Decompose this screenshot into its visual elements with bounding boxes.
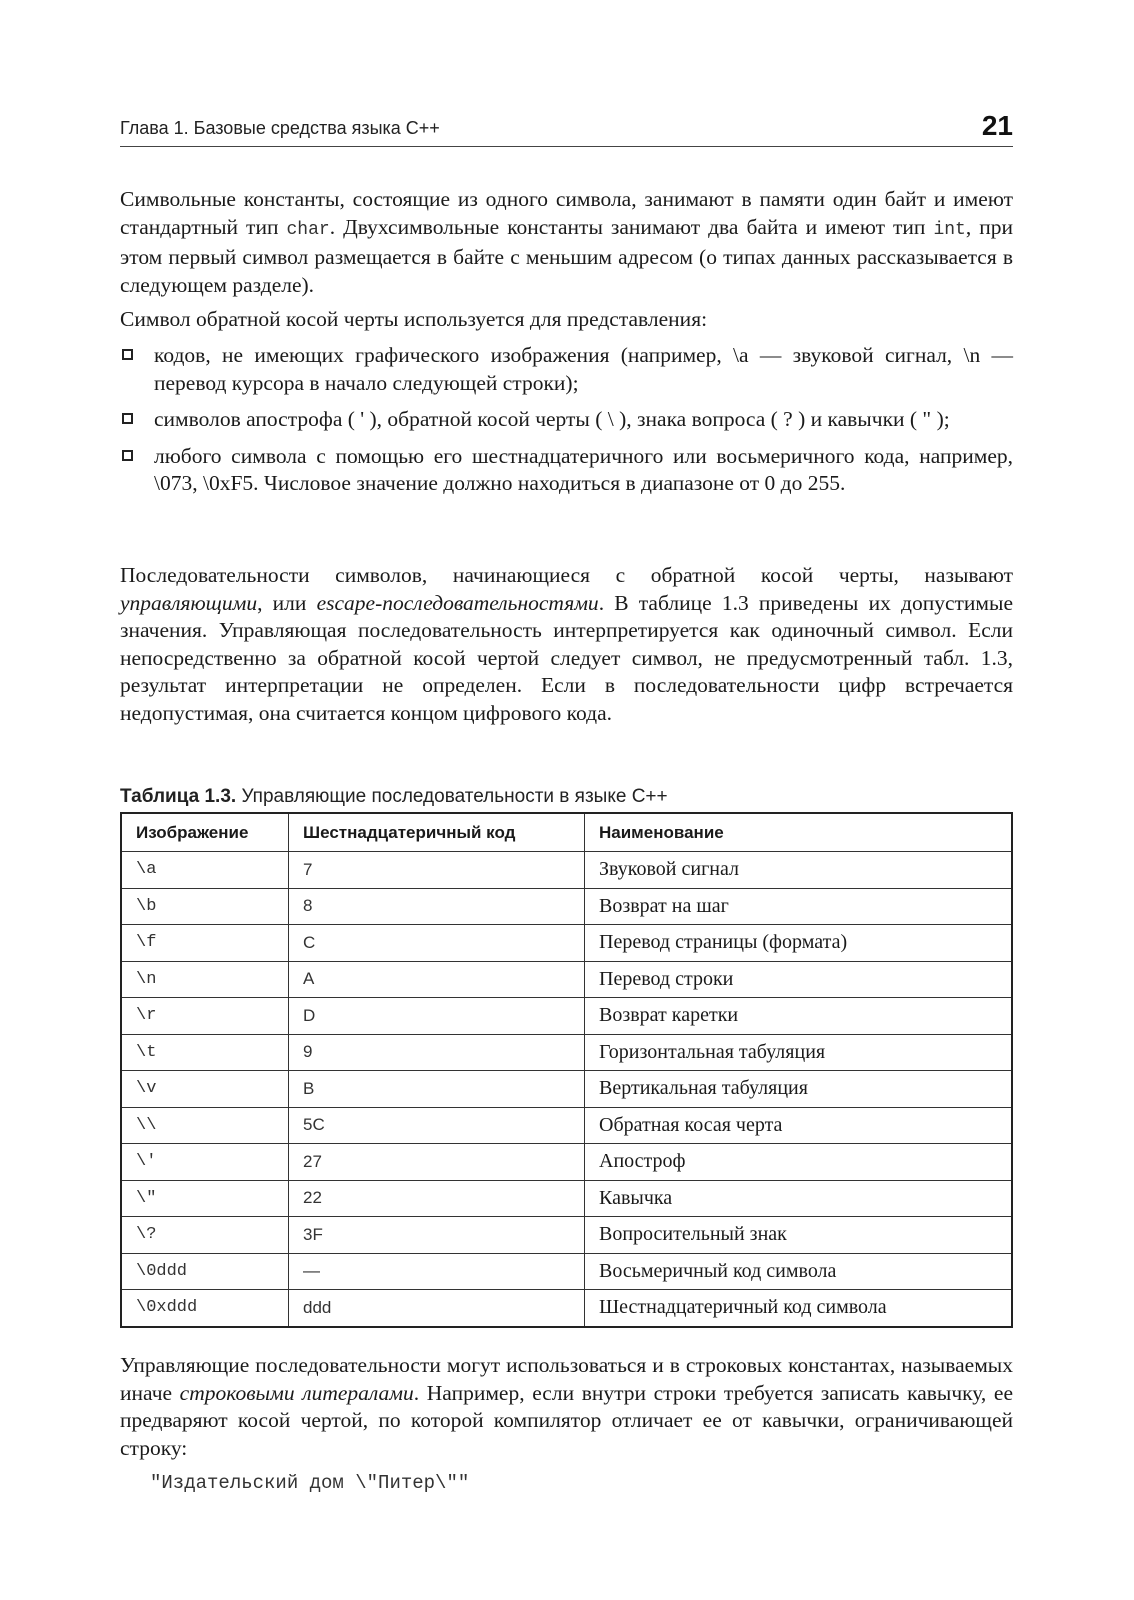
table-caption xyxy=(120,786,668,808)
table-header-row xyxy=(121,813,1012,852)
paragraph-backslash-intro: Символ обратной косой черты используется для представления: xyxy=(120,307,708,331)
cell-name: Перевод строки xyxy=(585,961,1013,998)
table-row xyxy=(121,1180,1012,1217)
column-header-name: Наименование xyxy=(585,813,1013,852)
table-row xyxy=(121,998,1012,1035)
cell-hex: 22 xyxy=(289,1180,585,1217)
paragraph-text: . Например, если внутри строки требуется записать кавычку, ее предваряют косой чертой, по которой компилятор отличает ее от кавычки, ограничивающей строку: xyxy=(120,1380,1013,1460)
column-header-hex-code: Шестнадцатеричный код xyxy=(289,813,585,852)
table-row xyxy=(121,961,1012,998)
cell-sequence: \b xyxy=(121,888,289,925)
cell-sequence: \0ddd xyxy=(121,1253,289,1290)
emphasis-term: управляющими xyxy=(120,590,258,615)
cell-hex: 27 xyxy=(289,1144,585,1181)
cell-sequence: \r xyxy=(121,998,289,1035)
cell-sequence: \a xyxy=(121,852,289,889)
cell-sequence: \t xyxy=(121,1034,289,1071)
cell-sequence: \' xyxy=(121,1144,289,1181)
list-item xyxy=(120,406,1013,434)
checkbox-bullet-icon xyxy=(122,349,133,360)
cell-name: Возврат каретки xyxy=(585,998,1013,1035)
cell-name: Вертикальная табуляция xyxy=(585,1071,1013,1108)
cell-name: Апостроф xyxy=(585,1144,1013,1181)
cell-hex: — xyxy=(289,1253,585,1290)
column-header-image: Изображение xyxy=(121,813,289,852)
table-row xyxy=(121,1217,1012,1254)
table-row xyxy=(121,852,1012,889)
table-caption-label: Таблица 1.3. xyxy=(120,786,237,807)
cell-hex: 8 xyxy=(289,888,585,925)
cell-sequence: \\ xyxy=(121,1107,289,1144)
paragraph-text: . В таблице 1.3 приведены их допустимые значения. Управляющая последовательность интерпретируется как одиночный символ. Если непосредственно за обратной косой чертой следует символ, не предусмотренный табл. 1.3, результат интерпретации не определен. Если в последовательности цифр встречается недопустимая, она считается концом цифрового кода. xyxy=(120,590,1013,725)
inline-code-int: int xyxy=(933,219,966,240)
paragraph-text: , или xyxy=(257,590,317,615)
running-header xyxy=(120,110,1013,147)
inline-code-char: char xyxy=(286,219,330,240)
paragraph-text: Символьные константы, состоящие из одного символа, занимают в памяти один байт и имеют стандартный тип xyxy=(120,187,1013,239)
paragraph-char-constants xyxy=(120,186,1013,299)
cell-name: Звуковой сигнал xyxy=(585,852,1013,889)
cell-sequence: \v xyxy=(121,1071,289,1108)
table-row xyxy=(121,1253,1012,1290)
table-row xyxy=(121,888,1012,925)
cell-hex: ddd xyxy=(289,1290,585,1327)
list-item-text: любого символа с помощью его шестнадцатеричного или восьмеричного кода, например, \073, \0xF5. Числовое значение должно находиться в диапазоне от 0 до 255. xyxy=(154,443,1013,495)
list-item-text: кодов, не имеющих графического изображения (например, \a — звуковой сигнал, \n — перевод курсора в начало следующей строки); xyxy=(154,343,1013,395)
paragraph-text: , при этом первый символ размещается в байте с меньшим адресом (о типах данных рассказывается в следующем разделе). xyxy=(120,214,1013,297)
table-row xyxy=(121,1071,1012,1108)
emphasis-term: строковыми литералами xyxy=(179,1380,414,1405)
bullet-list xyxy=(120,342,1013,507)
list-item-text: символов апострофа ( ' ), обратной косой черты ( \ ), знака вопроса ( ? ) и кавычки ( " ); xyxy=(154,407,950,431)
escape-sequences-table xyxy=(120,812,1013,1328)
cell-name: Кавычка xyxy=(585,1180,1013,1217)
cell-hex: 7 xyxy=(289,852,585,889)
cell-name: Шестнадцатеричный код символа xyxy=(585,1290,1013,1327)
table-row xyxy=(121,1034,1012,1071)
cell-hex: 3F xyxy=(289,1217,585,1254)
cell-hex: 5C xyxy=(289,1107,585,1144)
cell-sequence: \f xyxy=(121,925,289,962)
cell-name: Обратная косая черта xyxy=(585,1107,1013,1144)
code-example: "Издательский дом \"Питер\"" xyxy=(150,1472,470,1494)
chapter-title: Глава 1. Базовые средства языка С++ xyxy=(120,118,440,138)
list-item xyxy=(120,443,1013,498)
paragraph-escape-sequences xyxy=(120,562,1013,727)
cell-hex: D xyxy=(289,998,585,1035)
cell-name: Возврат на шаг xyxy=(585,888,1013,925)
cell-sequence: \" xyxy=(121,1180,289,1217)
table-row xyxy=(121,1290,1012,1327)
cell-name: Вопросительный знак xyxy=(585,1217,1013,1254)
cell-name: Перевод страницы (формата) xyxy=(585,925,1013,962)
checkbox-bullet-icon xyxy=(122,413,133,424)
table-caption-text: Управляющие последовательности в языке С++ xyxy=(236,786,668,807)
paragraph-text: Управляющие последовательности могут использоваться и в строковых константах, называемых иначе xyxy=(120,1353,1013,1405)
paragraph-string-literals xyxy=(120,1352,1013,1462)
paragraph-text: . Двухсимвольные константы занимают два байта и имеют тип xyxy=(329,214,934,239)
cell-sequence: \0xddd xyxy=(121,1290,289,1327)
cell-sequence: \? xyxy=(121,1217,289,1254)
cell-name: Восьмеричный код символа xyxy=(585,1253,1013,1290)
cell-sequence: \n xyxy=(121,961,289,998)
cell-hex: B xyxy=(289,1071,585,1108)
cell-hex: A xyxy=(289,961,585,998)
cell-name: Горизонтальная табуляция xyxy=(585,1034,1013,1071)
page-number: 21 xyxy=(981,110,1013,141)
emphasis-term: escape-последовательностями xyxy=(316,590,599,615)
paragraph-text: Последовательности символов, начинающиеся с обратной косой черты, называют xyxy=(120,563,1013,587)
checkbox-bullet-icon xyxy=(122,450,133,461)
list-item xyxy=(120,342,1013,397)
table-row xyxy=(121,925,1012,962)
table-row xyxy=(121,1144,1012,1181)
table-row xyxy=(121,1107,1012,1144)
cell-hex: C xyxy=(289,925,585,962)
cell-hex: 9 xyxy=(289,1034,585,1071)
